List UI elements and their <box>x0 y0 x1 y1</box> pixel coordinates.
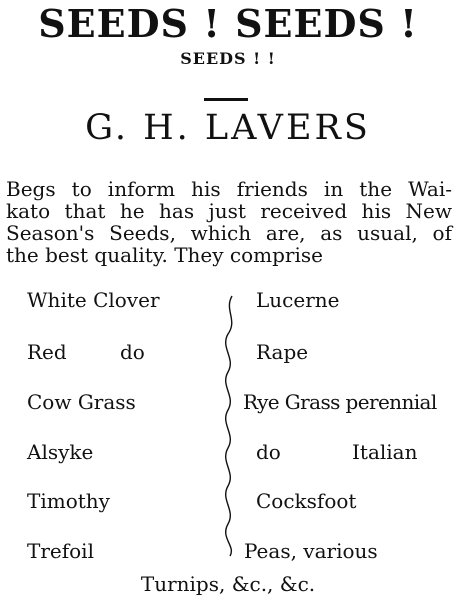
subheadline-seeds: SEEDS ! ! <box>180 49 276 68</box>
headline-seeds: SEEDS ! SEEDS ! <box>38 1 418 46</box>
divider-rule <box>204 98 248 101</box>
seed-item-trefoil: Trefoil <box>27 539 94 563</box>
seed-item-rape: Rape <box>256 340 309 364</box>
footer-turnips: Turnips, &c., &c. <box>140 572 316 596</box>
paragraph-line-1: Begs to inform his friends in the Wai- <box>6 177 452 201</box>
paragraph-line-3: Season's Seeds, which are, as usual, of <box>6 221 452 245</box>
seed-item-rye-grass-perennial: Rye Grass perennial <box>243 390 437 414</box>
seed-item-timothy: Timothy <box>27 489 110 513</box>
ditto-mark-rye-grass: do <box>256 440 281 464</box>
wavy-brace-divider <box>214 290 244 560</box>
seed-item-lucerne: Lucerne <box>256 288 340 312</box>
announcement-paragraph <box>6 178 452 266</box>
seed-item-alsyke: Alsyke <box>27 440 94 464</box>
seed-item-cow-grass: Cow Grass <box>27 390 136 414</box>
seed-item-white-clover: White Clover <box>27 288 160 312</box>
merchant-name: G. H. LAVERS <box>85 108 371 148</box>
seed-item-red: Red <box>27 340 67 364</box>
paragraph-line-4: the best quality. They comprise <box>6 243 323 267</box>
ditto-mark-red: do <box>120 340 145 364</box>
seed-item-peas-various: Peas, various <box>244 539 378 563</box>
seed-item-italian: Italian <box>352 440 418 464</box>
seed-item-cocksfoot: Cocksfoot <box>256 489 357 513</box>
paragraph-line-2: kato that he has just received his New <box>6 199 452 223</box>
